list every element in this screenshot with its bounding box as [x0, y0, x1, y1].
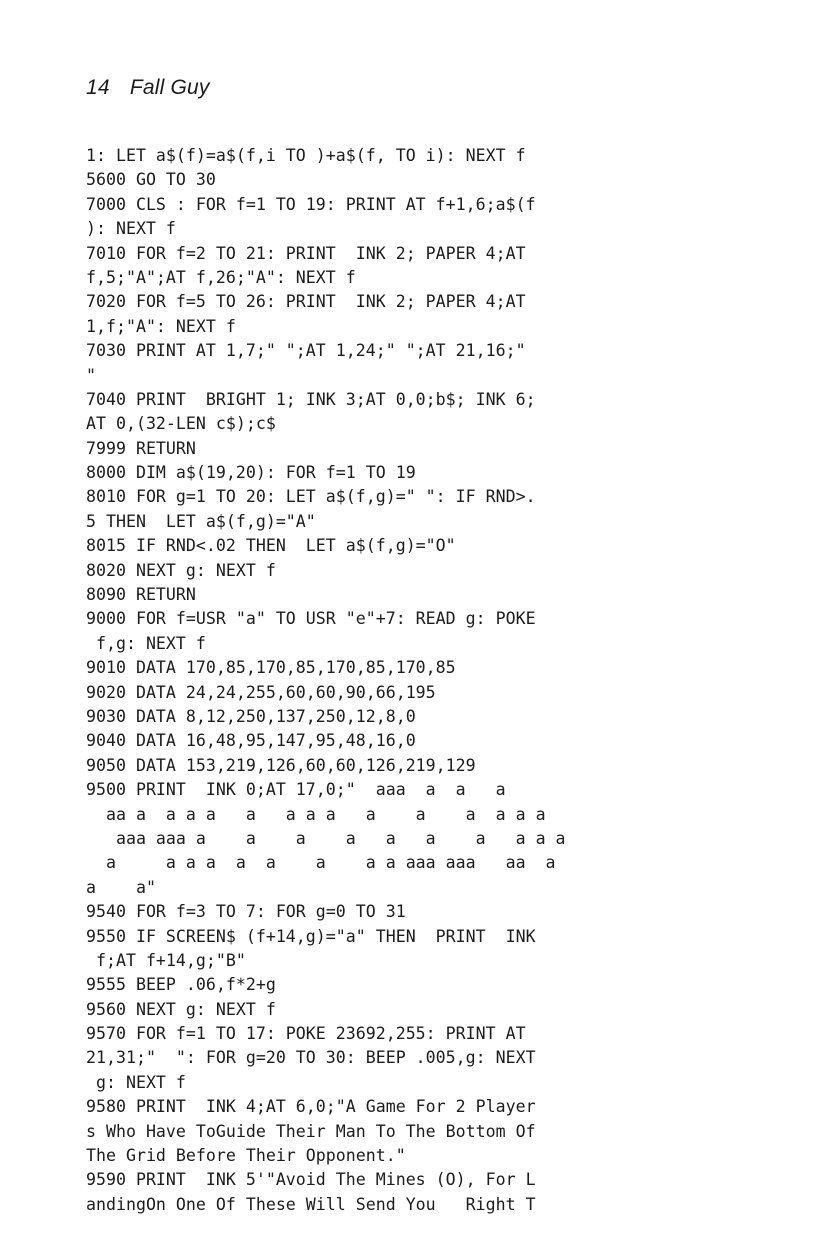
- code-line: a a a a a a a a a aaa aaa aa a: [86, 853, 556, 873]
- code-line: 21,31;" ": FOR g=20 TO 30: BEEP .005,g: NEXT: [86, 1048, 536, 1068]
- page-header: [86, 76, 210, 100]
- code-line: 9500 PRINT INK 0;AT 17,0;" aaa a a a: [86, 780, 506, 800]
- code-line: 9540 FOR f=3 TO 7: FOR g=0 TO 31: [86, 902, 406, 922]
- code-line: 9560 NEXT g: NEXT f: [86, 999, 276, 1019]
- code-line: 9590 PRINT INK 5'"Avoid The Mines (O), For L: [86, 1170, 536, 1190]
- code-line: 9570 FOR f=1 TO 17: POKE 23692,255: PRINT AT: [86, 1024, 526, 1044]
- basic-program-listing: [86, 144, 706, 1217]
- code-line: a a": [86, 877, 156, 897]
- code-line: 8020 NEXT g: NEXT f: [86, 560, 276, 580]
- code-line: g: NEXT f: [86, 1072, 186, 1092]
- code-line: 9000 FOR f=USR "a" TO USR "e"+7: READ g: POKE: [86, 609, 536, 629]
- code-line: 9010 DATA 170,85,170,85,170,85,170,85: [86, 658, 456, 678]
- code-line: 5 THEN LET a$(f,g)="A": [86, 511, 316, 531]
- code-line: 7020 FOR f=5 TO 26: PRINT INK 2; PAPER 4;AT: [86, 292, 526, 312]
- code-line: ": [86, 365, 96, 385]
- code-line: aa a a a a a a a a a a a a a a: [86, 804, 546, 824]
- code-line: 9030 DATA 8,12,250,137,250,12,8,0: [86, 706, 416, 726]
- code-line: s Who Have ToGuide Their Man To The Bottom Of: [86, 1121, 536, 1141]
- code-line: 5600 GO TO 30: [86, 170, 216, 190]
- code-line: 7010 FOR f=2 TO 21: PRINT INK 2; PAPER 4;AT: [86, 243, 526, 263]
- code-line: 1: LET a$(f)=a$(f,i TO )+a$(f, TO i): NEXT f: [86, 146, 526, 165]
- code-line: 7999 RETURN: [86, 438, 196, 458]
- code-line: 9050 DATA 153,219,126,60,60,126,219,129: [86, 755, 476, 775]
- code-line: 9550 IF SCREEN$ (f+14,g)="a" THEN PRINT INK: [86, 926, 536, 946]
- code-line: AT 0,(32-LEN c$);c$: [86, 414, 276, 434]
- code-line: f,5;"A";AT f,26;"A": NEXT f: [86, 267, 356, 287]
- code-line: 9020 DATA 24,24,255,60,60,90,66,195: [86, 682, 436, 702]
- code-line: 7030 PRINT AT 1,7;" ";AT 1,24;" ";AT 21,16;": [86, 341, 526, 361]
- code-line: 9040 DATA 16,48,95,147,95,48,16,0: [86, 731, 416, 751]
- code-line: 8000 DIM a$(19,20): FOR f=1 TO 19: [86, 463, 416, 483]
- code-line: andingOn One Of These Will Send You Right T: [86, 1194, 536, 1214]
- code-line: 8015 IF RND<.02 THEN LET a$(f,g)="O": [86, 536, 456, 556]
- code-line: 1,f;"A": NEXT f: [86, 316, 236, 336]
- page-number: 14: [86, 76, 110, 99]
- code-line: 9555 BEEP .06,f*2+g: [86, 975, 276, 995]
- code-line: 8010 FOR g=1 TO 20: LET a$(f,g)=" ": IF RND>.: [86, 487, 536, 507]
- code-line: 7040 PRINT BRIGHT 1; INK 3;AT 0,0;b$; INK 6;: [86, 389, 536, 409]
- code-line: f;AT f+14,g;"B": [86, 950, 246, 970]
- code-line: 7000 CLS : FOR f=1 TO 19: PRINT AT f+1,6;a$(f: [86, 194, 536, 214]
- code-line: 8090 RETURN: [86, 585, 196, 605]
- book-title: Fall Guy: [129, 76, 210, 99]
- code-line: 9580 PRINT INK 4;AT 6,0;"A Game For 2 Player: [86, 1097, 536, 1117]
- code-line: ): NEXT f: [86, 219, 176, 239]
- code-line: f,g: NEXT f: [86, 633, 206, 653]
- code-line: aaa aaa a a a a a a a a a a: [86, 828, 566, 848]
- code-line: The Grid Before Their Opponent.": [86, 1146, 406, 1166]
